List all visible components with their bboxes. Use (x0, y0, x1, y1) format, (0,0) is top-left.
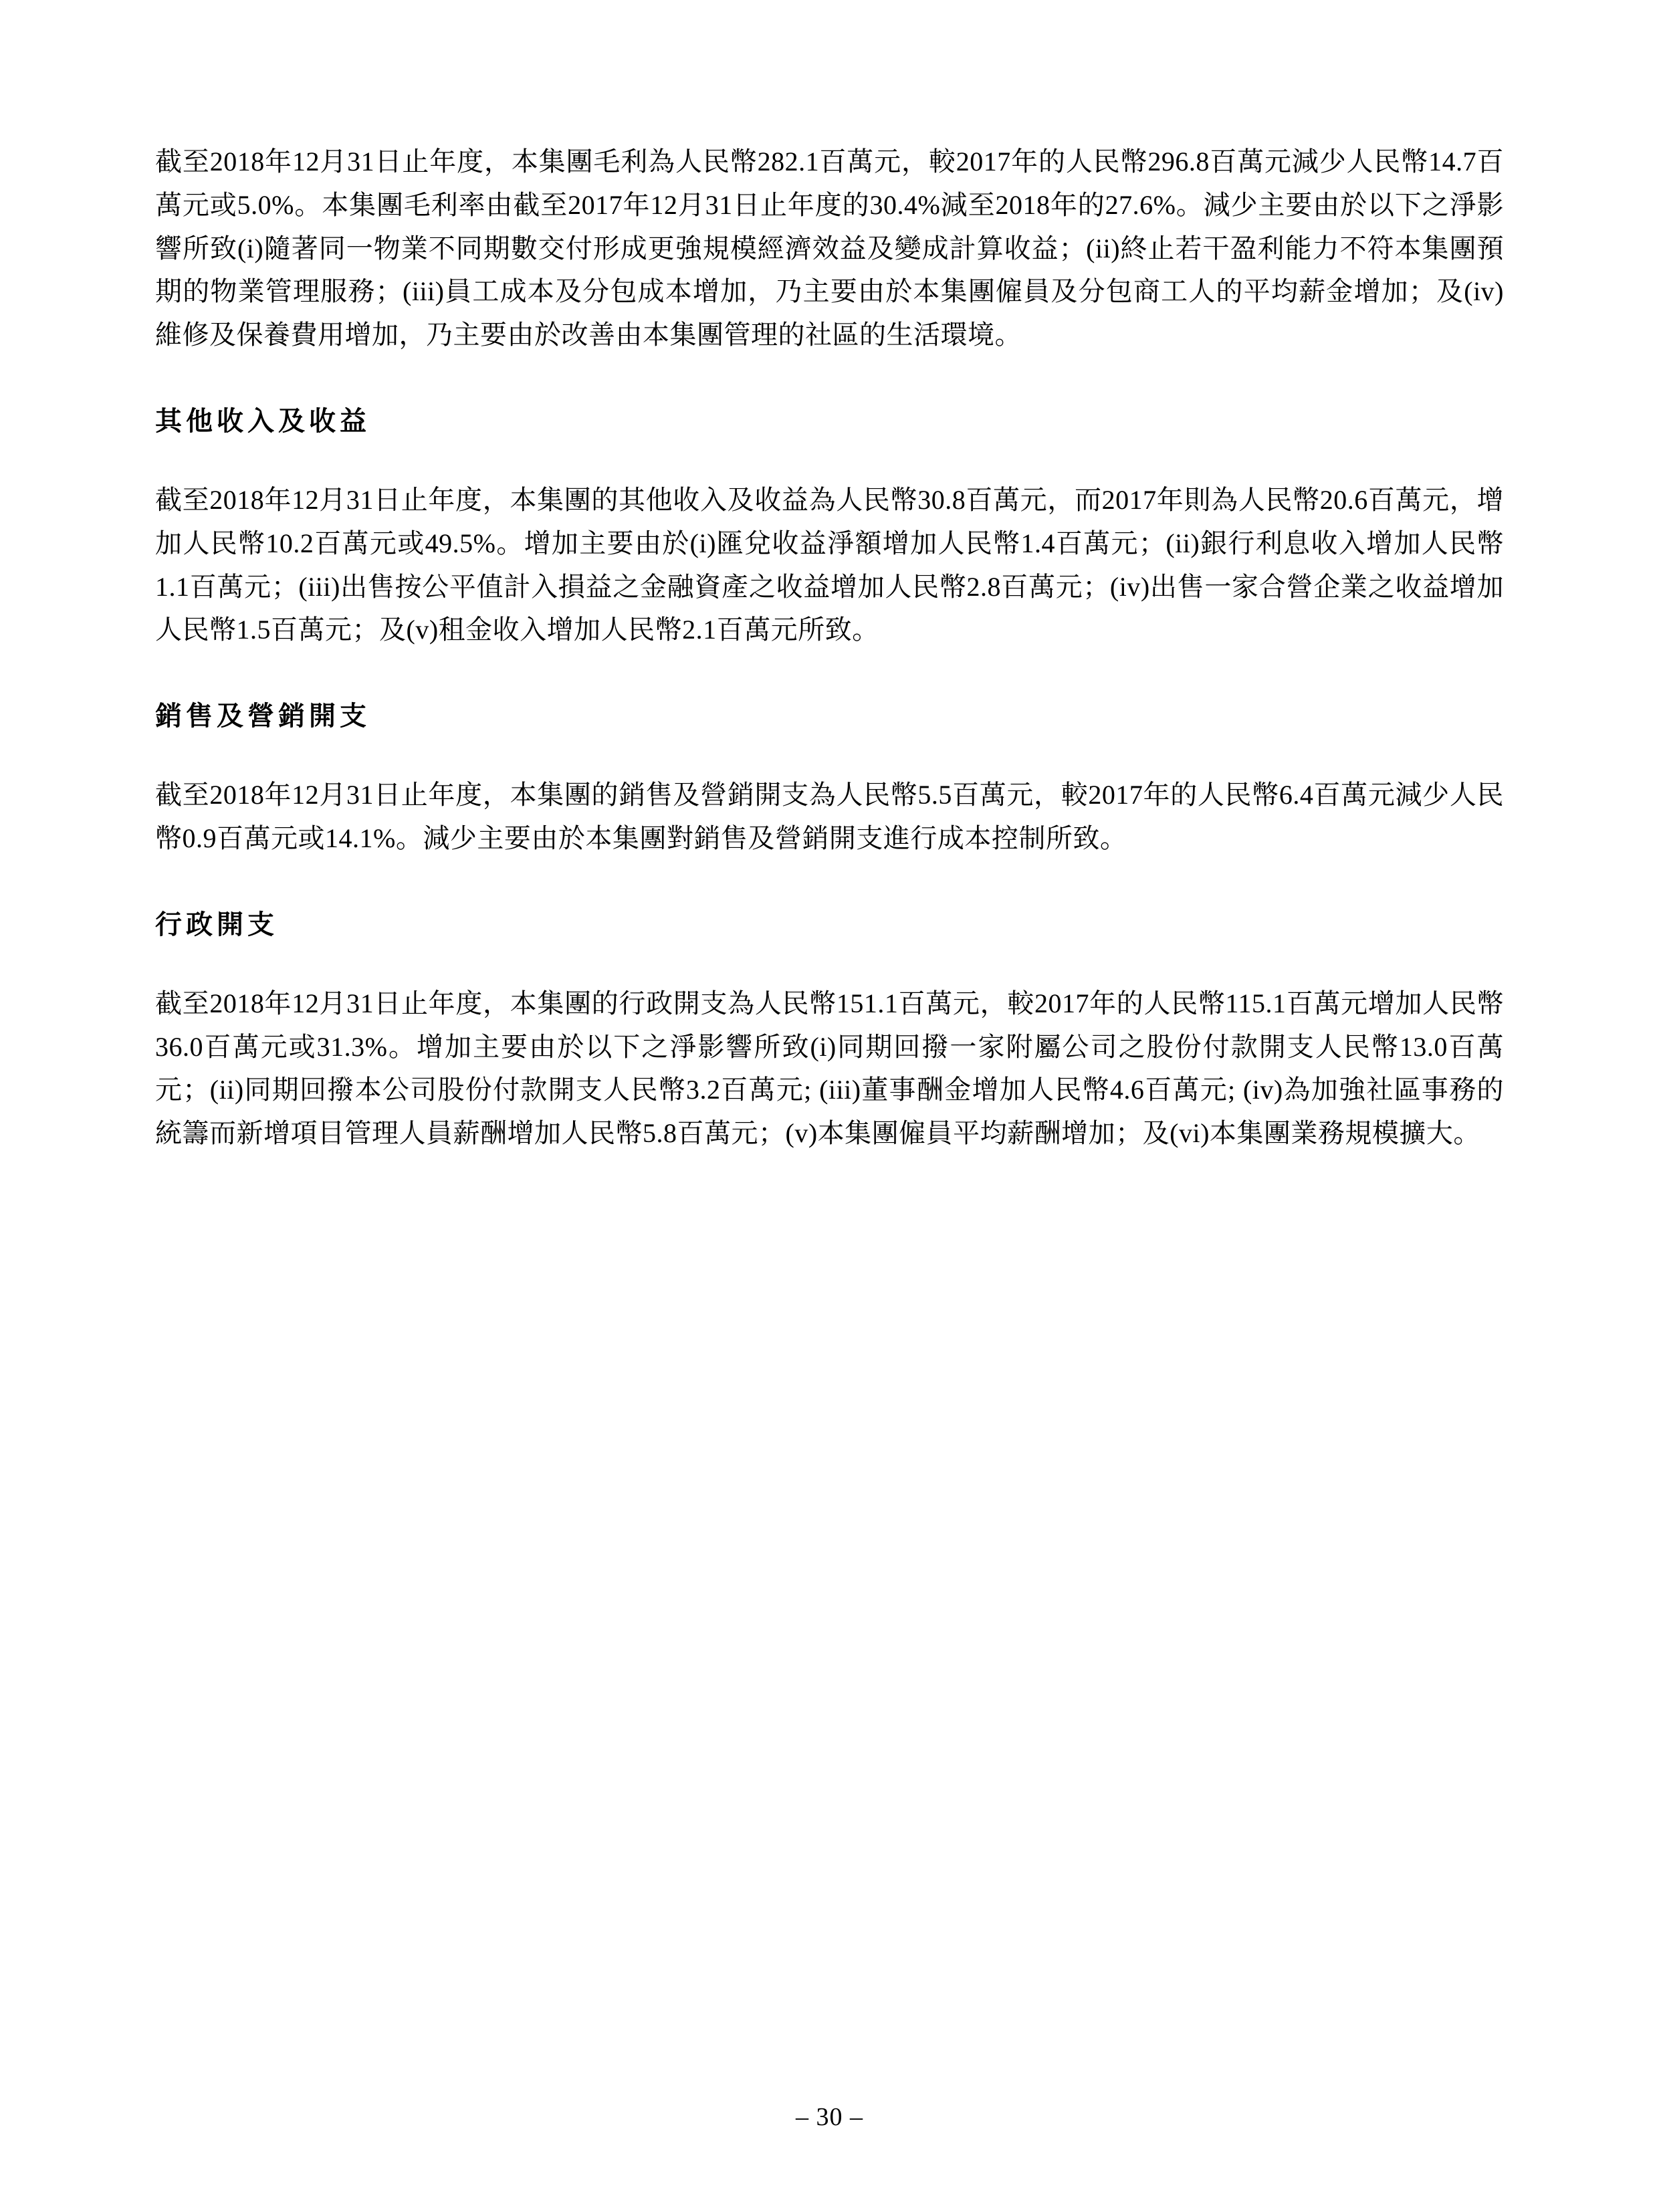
paragraph-selling-marketing: 截至2018年12月31日止年度，本集團的銷售及營銷開支為人民幣5.5百萬元，較2017年的人民幣6.4百萬元減少人民幣0.9百萬元或14.1%。減少主要由於本集團對銷售及營銷開支進行成本控制所致。 (155, 780, 1504, 853)
paragraph-gross-profit: 截至2018年12月31日止年度，本集團毛利為人民幣282.1百萬元，較2017年的人民幣296.8百萬元減少人民幣14.7百萬元或5.0%。本集團毛利率由截至2017年12月31日止年度的30.4%減至2018年的27.6%。減少主要由於以下之淨影響所致(i)隨著同一物業不同期數交付形成更強規模經濟效益及變成計算收益；(ii)終止若干盈利能力不符本集團預期的物業管理服務；(iii)員工成本及分包成本增加，乃主要由於本集團僱員及分包商工人的平均薪金增加；及(iv)維修及保養費用增加，乃主要由於改善由本集團管理的社區的生活環境。 (155, 146, 1504, 350)
spacer (155, 357, 1504, 401)
paragraph-administrative-expenses: 截至2018年12月31日止年度，本集團的行政開支為人民幣151.1百萬元，較2017年的人民幣115.1百萬元增加人民幣36.0百萬元或31.3%。增加主要由於以下之淨影響所致(i)同期回撥一家附屬公司之股份付款開支人民幣13.0百萬元；(ii)同期回撥本公司股份付款開支人民幣3.2百萬元; (iii)董事酬金增加人民幣4.6百萬元; (iv)為加強社區事務的統籌而新增項目管理人員薪酬增加人民幣5.8百萬元；(v)本集團僱員平均薪酬增加；及(vi)本集團業務規模擴大。 (155, 988, 1504, 1149)
spacer (155, 861, 1504, 905)
page-content (155, 140, 1504, 1155)
spacer (155, 945, 1504, 982)
heading-selling-marketing: 銷售及營銷開支 (155, 701, 370, 732)
heading-other-income: 其他收入及收益 (155, 405, 370, 436)
heading-administrative-expenses: 行政開支 (155, 909, 278, 939)
paragraph-other-income: 截至2018年12月31日止年度，本集團的其他收入及收益為人民幣30.8百萬元，而2017年則為人民幣20.6百萬元，增加人民幣10.2百萬元或49.5%。增加主要由於(i)匯兌收益淨額增加人民幣1.4百萬元；(ii)銀行利息收入增加人民幣1.1百萬元；(iii)出售按公平值計入損益之金融資產之收益增加人民幣2.8百萬元；(iv)出售一家合營企業之收益增加人民幣1.5百萬元；及(v)租金收入增加人民幣2.1百萬元所致。 (155, 484, 1504, 645)
page-number: – 30 – (796, 2103, 863, 2131)
spacer (155, 652, 1504, 696)
spacer (155, 441, 1504, 479)
spacer (155, 736, 1504, 774)
